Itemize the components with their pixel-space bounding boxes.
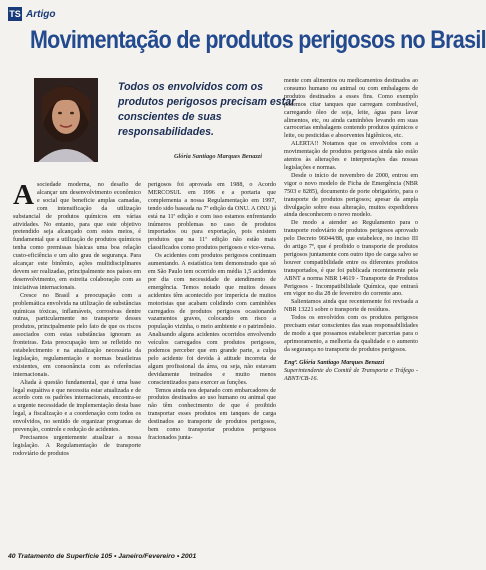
paragraph: perigosos foi aprovada em 1988, o Acordo MERCOSUL em 1996 e a portaria que complementa a nossa Regulamentação em 1997, tendo sido baseada na 7ª edição da ONU. A ONU já está na 11ª edição e com isso estamos enfrentando inúmeros problemas no caso de produtos importados ou para exportação, pois existem produtos que na 11ª edição não estão mais classificados como produtos perigosos e vice-versa. [148, 182, 276, 252]
section-header [8, 6, 55, 22]
paragraph: Desde o início de novembro de 2000, entrou em vigor o novo modelo de Ficha de Emergência (NBR 7503 e 8285), documento de porte obrigatório, para o transporte de produtos perigosos; apesar da ampla divulgação sobre essa alteração, muitos expedidores ainda desconhecem o novo modelo. [284, 172, 418, 219]
drop-cap: A [13, 179, 34, 211]
text-column-3 [284, 78, 418, 383]
article-title: Movimentação de produtos perigosos no Brasil [29, 26, 486, 54]
paragraph: Todos os envolvidos com os produtos perigosos precisam estar conscientes das suas responsabilidades de modo a que possamos estabelecer parcerias para o aprimoramento, a melhoria da qualidade e o aumento da segurança no transporte de produtos perigosos. [284, 315, 418, 353]
author-signature [284, 360, 418, 384]
paragraph: Cresce no Brasil a preocupação com a problemática envolvida na utilização de substâncias químicas tóxicas, inflamáveis, corrosivas dentre outras, particularmente no transporte desses produtos, principalmente pelo fato de que os riscos associados com estas substâncias ignoram as fronteiras. Esta preocupação tem se refletido no estabelecimento e na atualização necessária da legislação, regulamentação e normas brasileiras existentes, em consonância com as referências internacionais. [13, 292, 141, 378]
paragraph: Precisamos urgentemente atualizar a nossa legislação. A Regulamentação de transporte rodoviário de produtos [13, 435, 141, 457]
paragraph: ALERTA!! Notamos que os envolvidos com a movimentação de produtos perigosos ainda não estão atentos às alterações e interpretações das nossas legislações e normas. [284, 141, 418, 171]
paragraph: Os acidentes com produtos perigosos continuam aumentando. A estatística tem demonstrado que só em São Paulo tem ocorrido em média 1,5 acidentes por dia com necessidade de atendimento de emergência. Temos notado que muitos desses acidentes têm acontecido por imperícia de muitos motoristas que acabam colidindo com caminhões carregados de produtos perigosos ocasionando vazamentos graves, colocando em risco a população vizinha, o meio ambiente e o patrimônio. Analisando alguns acidentes ocorridos envolvendo veículos carregados com produtos perigosos, podemos perceber que em grande parte, a culpa pelo acidente foi devida à atitude incorreta de algum profissional da área, ou seja, não estavam devidamente treinados e muito menos conscientizados para exercer as funções. [148, 253, 276, 386]
lead-paragraph: Todos os envolvidos com os produtos perigosos precisam estar conscientes de suas responsabilidades. [118, 81, 296, 138]
section-label: Artigo [26, 8, 56, 20]
paragraph: De modo a atender ao Regulamento para o transporte rodoviário de produtos perigosos aprovado pelo Decreto 96044/88, que estabelece, no inciso III do artigo 7º, que é proibido o transporte de produtos perigosos juntamente com outro tipo de carga salvo se houver compatibilidade entre os diferentes produtos transportados, é que foi publicada recentemente pela ABNT a norma NBR 14619 - Transporte de Produtos Perigosos - Incompatibilidade Química, que entrará em vigor no dia 28 de fevereiro do corrente ano. [284, 220, 418, 298]
paragraph: mente com alimentos ou medicamentos destinados ao consumo humano ou animal ou com embalagens de produtos destinados a esses fins. Como exemplo podemos citar tanques que carregam combustível, carregando óleo de soja, leite, água para lavar alimentos, etc, ou ainda caminhões levando em suas carrocerias embalagens contendo produtos químicos e leite, ou pesticidas e absorventes higiênicos, etc. [284, 78, 418, 140]
magazine-logo: TS [9, 9, 21, 19]
page-footer: 40 Tratamento de Superfície 105 • Janeiro/Fevereiro • 2001 [8, 553, 197, 560]
signature-name: Engª. Glória Santiago Marques Benazzi [284, 359, 385, 366]
author-byline: Glória Santiago Marques Benazzi [174, 153, 263, 160]
paragraph: sociedade moderna, no desafio de alcançar um desenvolvimento econômico e social que beneficie amplas camadas, com intensificação da utilização substancial de produtos químicos em várias atividades. No entanto, para que este objetivo pretendido seja alcançado com estes meios, é fundamental que a utilização de produtos químicos tenha como premissas básicas uma boa relação custo-eficiência e um alto grau de segurança. Para alcançar este binômio, ações multidisciplinares devem ser realizadas, principalmente nos países em desenvolvimento, em estreita colaboração com as iniciativas internacionais. [13, 182, 141, 291]
text-column-1 [13, 179, 141, 459]
text-column-2 [148, 182, 276, 443]
paragraph: Aliada à questão fundamental, que é uma base legal esquátiva e que necessita estar atualizada e de acordo com os padrões internacionais, encontra-se a urgente necessidade de implementação desta base legal, a fiscalização e a coordenação com todos os envolvidos, no sentido de organizar programas de prevenção, controle e redução de acidentes. [13, 379, 141, 434]
paragraph: Temos ainda nos deparado com embarcadores de produtos destinados ao uso humano ou animal que não têm conhecimento de que é proibido transportar esses produtos em tanques de carga destinados ao transporte de produtos perigosos, bem como transportar produtos perigosos fracionados junta- [148, 387, 276, 441]
signature-role: Superintendente do Comitê de Transporte e Tráfego - ABNT/CB-16. [284, 367, 418, 382]
author-photo [34, 78, 98, 162]
paragraph: Salientamos ainda que recentemente foi revisada a NBR 13221 sobre o transporte de resíduos. [284, 299, 418, 314]
